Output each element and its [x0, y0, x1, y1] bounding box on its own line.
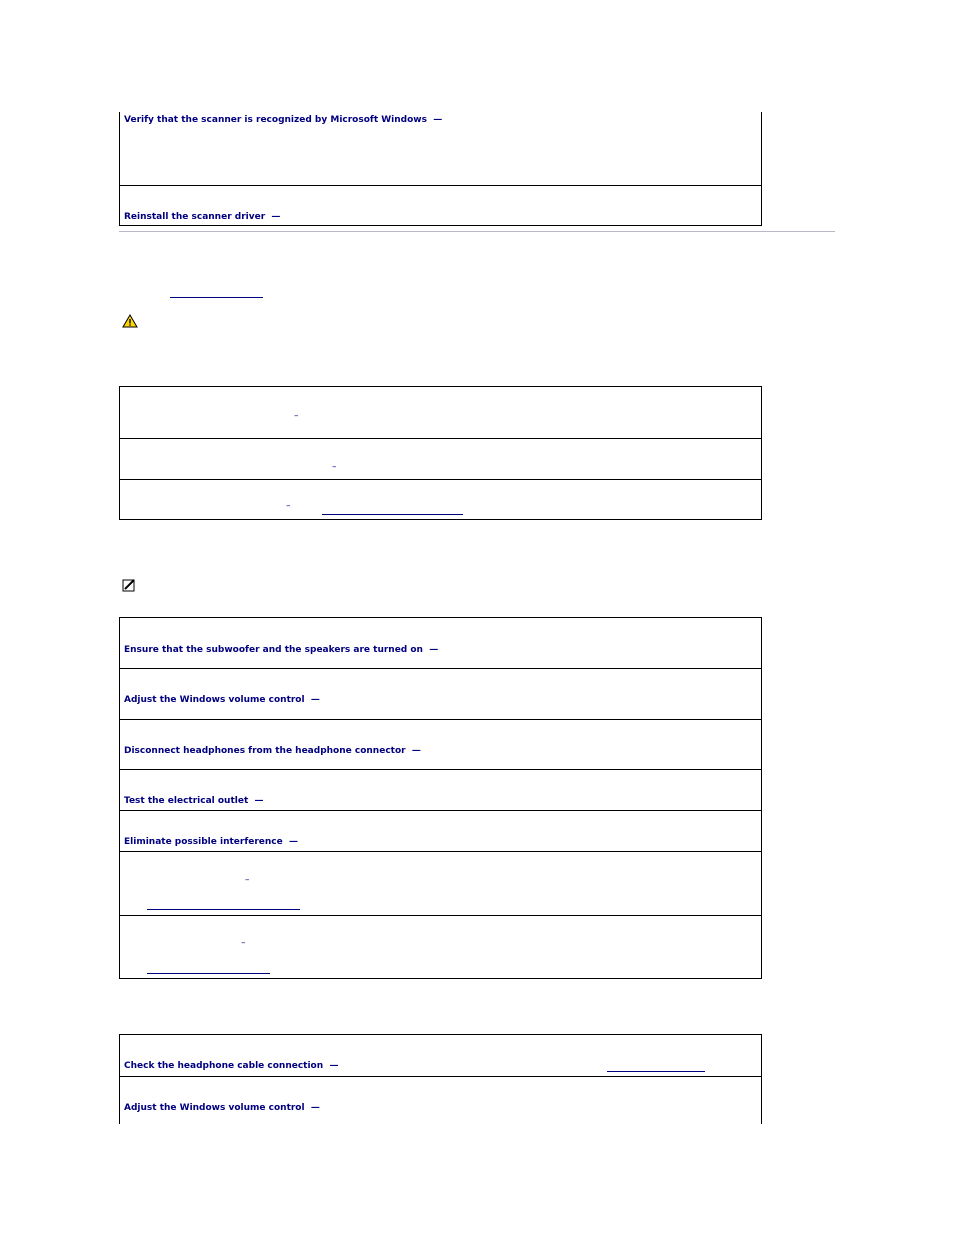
row-dash: –: [245, 875, 250, 885]
headphone-volume-label: Adjust the Windows volume control —: [124, 1103, 320, 1113]
table-row: [120, 112, 761, 185]
electrical-outlet-label: Test the electrical outlet —: [124, 796, 264, 806]
row-dash: –: [332, 462, 337, 472]
row-dash: –: [294, 411, 299, 421]
table-row: [120, 851, 761, 915]
table-row: [120, 719, 761, 769]
table-row: [120, 810, 761, 851]
table-row: [120, 1076, 761, 1124]
link[interactable]: [322, 514, 463, 515]
link[interactable]: [607, 1071, 705, 1072]
disconnect-headphones-label: Disconnect headphones from the headphone connector —: [124, 746, 421, 756]
table-row: [120, 185, 761, 225]
section-divider: [119, 231, 835, 232]
link[interactable]: [147, 909, 300, 910]
table-row: [120, 668, 761, 719]
verify-scanner-label: Verify that the scanner is recognized by Microsoft Windows —: [124, 115, 443, 125]
scanner-troubleshooting-table: [119, 112, 762, 226]
headphone-cable-label: Check the headphone cable connection —: [124, 1061, 339, 1071]
row-dash: –: [286, 501, 291, 511]
table-row: [120, 915, 761, 979]
interference-label: Eliminate possible interference —: [124, 837, 299, 847]
table-row: [120, 479, 761, 519]
table-row: [120, 387, 761, 438]
table-row: [120, 438, 761, 479]
speakers-on-label: Ensure that the subwoofer and the speakers are turned on —: [124, 645, 439, 655]
link[interactable]: [170, 297, 263, 298]
volume-control-label: Adjust the Windows volume control —: [124, 695, 320, 705]
caution-icon: [122, 314, 138, 328]
table-row: [120, 1035, 761, 1076]
table-row: [120, 618, 761, 668]
table-row: [120, 769, 761, 810]
headphones-troubleshooting-table: [119, 1034, 762, 1124]
row-dash: –: [241, 938, 246, 948]
note-icon: [122, 578, 136, 592]
power-troubleshooting-table: [119, 386, 762, 520]
reinstall-scanner-label: Reinstall the scanner driver —: [124, 212, 281, 222]
link[interactable]: [147, 973, 270, 974]
speakers-troubleshooting-table: [119, 617, 762, 979]
